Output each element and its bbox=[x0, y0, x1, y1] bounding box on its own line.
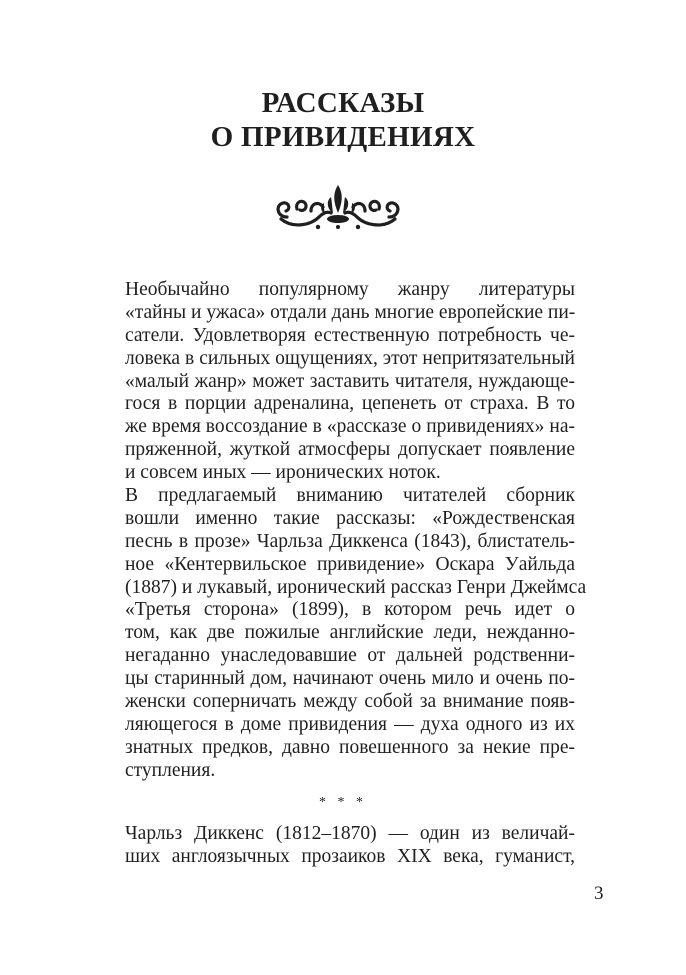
text-line: пряженной, жуткой атмосферы допускает появление bbox=[125, 439, 575, 461]
text-line: ступления. bbox=[125, 759, 216, 781]
chapter-title-line-2: О ПРИВИДЕНИЯХ bbox=[210, 121, 476, 153]
text-line: Чарльз Диккенс (1812–1870) — один из величай- bbox=[125, 823, 575, 844]
body-text-continued bbox=[125, 823, 575, 869]
page-number: 3 bbox=[594, 883, 604, 904]
text-line: и совсем иных — иронических ноток. bbox=[125, 462, 441, 484]
paragraph-1 bbox=[125, 279, 575, 485]
text-line: песнь в прозе» Чарльза Диккенса (1843), блистатель- bbox=[125, 530, 575, 552]
text-line: «Третья сторона» (1899), в котором речь идет о bbox=[125, 599, 575, 621]
floral-vignette-icon bbox=[271, 183, 405, 235]
text-line: сатели. Удовлетворяя естественную потребность че- bbox=[125, 324, 575, 346]
text-line: Необычайно популярному жанру литературы bbox=[125, 279, 575, 300]
text-line: «малый жанр» может заставить читателя, нуждающе- bbox=[125, 370, 575, 392]
text-line: ляющегося в доме привидения — духа одного из их bbox=[125, 713, 575, 735]
text-line: знатных предков, давно повешенного за некие пре- bbox=[125, 736, 575, 758]
text-line: ное «Кентервильское привидение» Оскара Уайльда bbox=[125, 553, 575, 575]
text-line: «тайны и ужаса» отдали дань многие европейские пи- bbox=[125, 301, 576, 323]
text-line: вошли именно такие рассказы: «Рождественская bbox=[125, 507, 575, 529]
chapter-title-line-1: РАССКАЗЫ bbox=[261, 87, 425, 119]
text-line: В предлагаемый вниманию читателей сборник bbox=[125, 485, 575, 507]
text-line: том, как две пожилые английские леди, нежданно- bbox=[125, 622, 575, 644]
text-line: ших англоязычных прозаиков XIX века, гуманист, bbox=[125, 845, 575, 867]
body-text bbox=[125, 279, 587, 783]
text-line: ловека в сильных ощущениях, этот непритязательный bbox=[125, 347, 575, 369]
paragraph-2 bbox=[125, 485, 587, 783]
text-line: негаданно унаследовавшие от дальней родственни- bbox=[125, 645, 575, 667]
text-line: гося в порции адреналина, цепенеть от страха. В то bbox=[125, 393, 575, 415]
text-line: цы старинный дом, начинают очень мило и очень по- bbox=[125, 668, 575, 690]
chapter-title bbox=[0, 86, 686, 154]
section-separator: * * * bbox=[319, 795, 367, 810]
text-line: же время воссоздание в «рассказе о привидениях» на- bbox=[125, 416, 575, 438]
paragraph-3 bbox=[125, 823, 575, 869]
text-line: (1887) и лукавый, иронический рассказ Генри Джеймса bbox=[125, 576, 587, 598]
text-line: женски соперничать между собой за внимание появ- bbox=[125, 691, 575, 713]
